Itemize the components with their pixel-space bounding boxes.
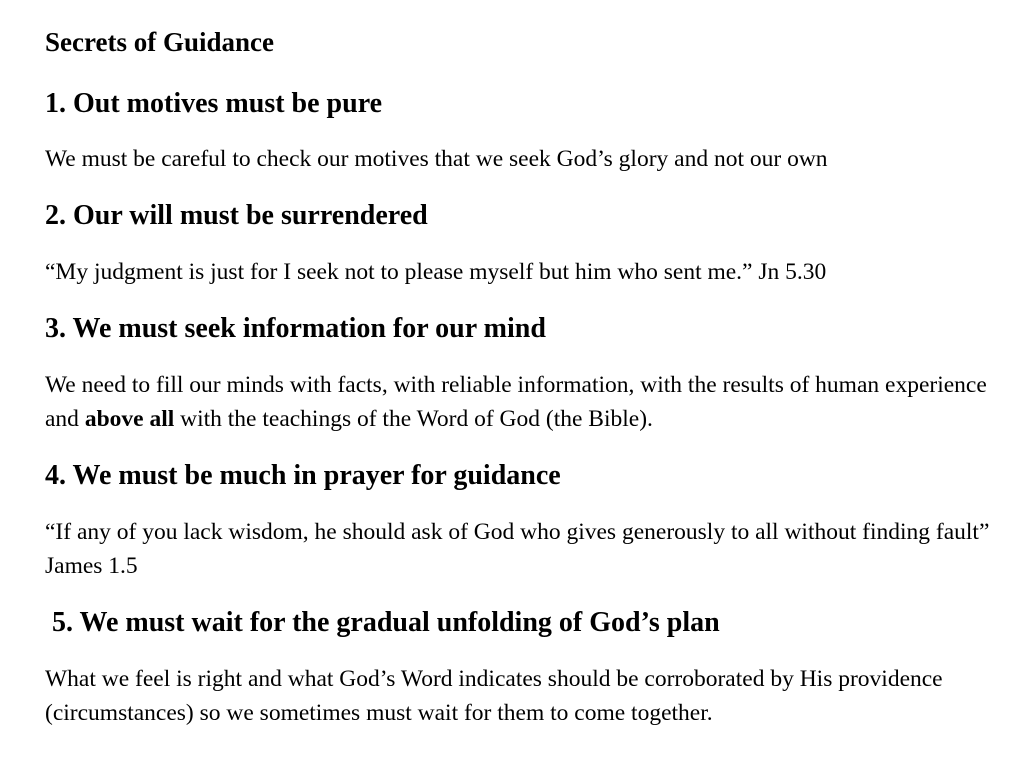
section-4-body: “If any of you lack wisdom, he should ask of God who gives generously to all without finding fault” James 1.5 [45, 519, 990, 579]
section-2-heading: 2. Our will must be surrendered [45, 200, 428, 231]
section-1-heading: 1. Out motives must be pure [45, 88, 383, 119]
section-2-body: “My judgment is just for I seek not to please myself but him who sent me.” Jn 5.30 [45, 259, 827, 285]
section-5-body: What we feel is right and what God’s Word indicates should be corroborated by His providence (circumstances) so we sometimes must wait for them to come together. [45, 666, 943, 726]
section-3-heading: 3. We must seek information for our mind [45, 313, 546, 344]
section-1-body: We must be careful to check our motives that we seek God’s glory and not our own [45, 146, 828, 172]
slide-title: Secrets of Guidance [45, 27, 274, 57]
section-3-body [45, 368, 1010, 436]
section-4-heading: 4. We must be much in prayer for guidance [45, 460, 561, 491]
section-3-body-emphasis: above all [84, 406, 175, 432]
section-5-heading: 5. We must wait for the gradual unfolding of God’s plan [45, 607, 720, 638]
section-3-body-end: with the teachings of the Word of God (the Bible). [174, 406, 653, 432]
section-3-body-start: We need to fill our minds with facts, with reliable information, with the results of human experience and [45, 372, 987, 432]
